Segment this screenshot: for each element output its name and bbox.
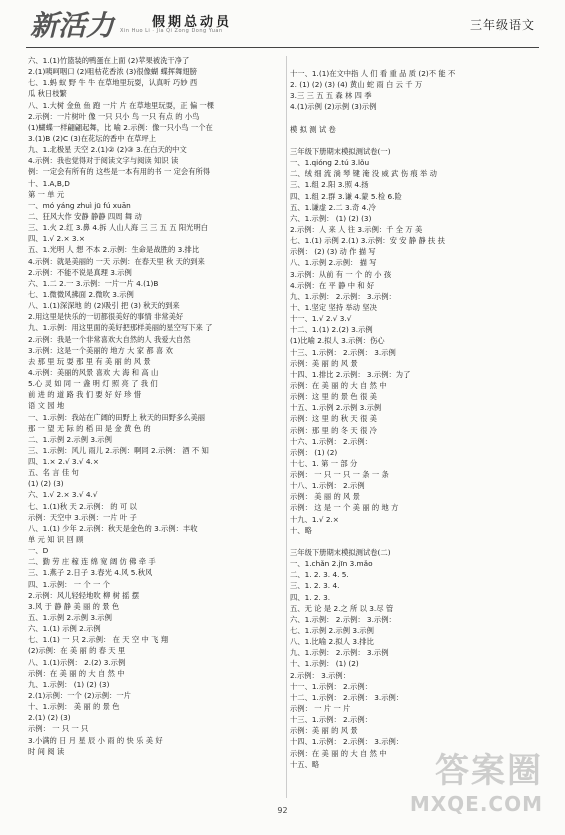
answer-line: 十、1.A,B,D — [28, 178, 70, 188]
answer-line: 十五、略 — [290, 759, 320, 769]
book-title: 假期总动员 — [152, 15, 233, 30]
answer-line: 八、1.大树 金鱼 鱼 跑 一片 片 在草地里玩耍，正 偏 一棵 — [28, 100, 215, 110]
answer-line: 十、略 — [290, 525, 312, 535]
answer-line: 3.三 三 五 五 森 林 四 季 — [290, 91, 372, 101]
answer-line: 八、1.示例 2.示例： 描 写 — [290, 258, 377, 268]
watermark — [410, 743, 543, 816]
answer-line: 十三、1.示例： 2.示例： — [290, 715, 372, 725]
answer-line — [28, 790, 290, 801]
answer-line: 三、1.火 2.红 3.鼻 4.拆 人山人海 三 三 五 五 阳光明白 — [28, 223, 209, 233]
answer-line: 示例： 一 只 一 只 — [28, 724, 89, 734]
answer-line: 七、1.示例 2.示例 3.示例 — [290, 626, 374, 636]
answer-line: 八、1.比喻 2.拟人 3.排比 — [290, 637, 374, 647]
answer-line: 3.(1)B (2)C (3)在花坛的香中 在草坪上 — [28, 133, 156, 143]
answer-line: 4.示例：美丽的风景 喜欢 大 海 和 高 山 — [28, 367, 159, 377]
answer-line: 十八、1.示例： 2.示例 — [290, 481, 365, 491]
answer-line: 五、名 言 佳 句 — [28, 468, 79, 478]
answer-line: 示例： 这 是 一 个 美 丽 的 地 方 — [290, 503, 399, 513]
book-pinyin: Xin Huo Li · Jia Qi Zong Dong Yuan — [120, 28, 223, 34]
answer-line: 十一、1.示例： 2.示例： — [290, 681, 372, 691]
answer-line: 五、1.谦虚 2.二 3.奇 4.冷 — [290, 202, 376, 212]
answer-line: 2.(1) (2) (3) — [28, 713, 71, 723]
answer-line: 二、1. 2. 3. 4. 5. — [290, 570, 349, 580]
answer-line: 二、绒 细 流 淌 琴 键 淹 没 威 武 伤 痕 举 动 — [290, 169, 437, 179]
answer-line: 2.(1)示例：一个 (2)示例：一片 — [28, 691, 131, 701]
answer-line: 2.(1)咦呵咽口 (2)咀枯花香浓 (3)很像蝴 蝶挥舞翅膀 — [28, 67, 197, 77]
answer-line: 二、狂风大作 安静 静静 四周 舞 动 — [28, 211, 142, 221]
answer-line: 示例： (2) (3) 动 作 描 写 — [290, 247, 376, 257]
answer-line: (1)比喻 2.拟人 3.示例：伤心 — [290, 336, 385, 346]
answer-line: 4.示例：在 平 静 中 和 好 — [290, 280, 375, 290]
answer-line: 示例： 一 片 一 片 — [290, 704, 351, 714]
answer-line: 4.示例：我也觉得对于阅读文字与阅读 知识 读 — [28, 156, 179, 166]
answer-line: 七、1.(1) 示例 2.(1) 3.示例：安 安 静 静 扶 扶 — [290, 236, 445, 246]
answer-line: 十、1.示例： 美 丽 的 景 色 — [28, 702, 120, 712]
answer-line: 四、1.√ 2.× 3.× — [28, 234, 85, 244]
answer-line: 五、1.光明 人 想 不本 2.示例：生命是战胜的 3.排比 — [28, 245, 200, 255]
watermark-url: MXQE.COM — [409, 792, 543, 816]
answer-line: 十五、1.示例 2.示例 3.示例 — [290, 403, 382, 413]
answer-line: 四、1.示例： 一 个 一 个 — [28, 579, 110, 589]
answer-line: 示例： (1) (2) — [290, 447, 338, 457]
answer-line: 三年级下册期末模拟测试卷(二) — [290, 548, 391, 558]
answer-line: 2.示例： 3.示例： — [290, 670, 351, 680]
left-answer-column — [28, 55, 290, 835]
header-divider — [26, 47, 539, 48]
answer-line: 七、1.(1) 一 只 2.示例： 在 天 空 中 飞 翔 — [28, 635, 168, 645]
page-header — [0, 0, 565, 52]
watermark-main: 答案圈 — [435, 751, 543, 791]
answer-line: 四、1.× 2.√ 3.√ 4.× — [28, 457, 99, 467]
answer-line: 九、1.示例： 2.示例： 3.示例： — [290, 291, 396, 301]
answer-line: 十一、1.(1)在文中指 人 们 看 重 品 质 (2)不 能 不 — [290, 69, 456, 78]
answer-line: 3.示例：从前 有 一 个 的 小 孩 — [290, 269, 392, 279]
answer-line: 示例： 美 丽 的 风 景 — [290, 492, 360, 502]
answer-line — [28, 824, 290, 835]
answer-line: 示例：这 里 的 景 色 很 美 — [290, 392, 377, 402]
answer-line: 时 间 阅 读 — [28, 746, 65, 756]
answer-line: 一、1.qióng 2.tú 3.lǒu — [290, 158, 370, 168]
answer-line — [290, 536, 552, 547]
page-number: 92 — [277, 806, 288, 815]
answer-line: 瓜 秋日枝繁 — [28, 89, 67, 99]
answer-line: 三、1.组 2.阳 3.照 4.扬 — [290, 180, 369, 190]
answer-line: 三、1.燕子 2.日子 3.春光 4.风 5.秋风 — [28, 568, 153, 578]
answer-line: 九、1.示例：用这里面的美好把那样美丽的星空写下来 了 — [28, 323, 213, 333]
answer-line: 三、1.示例：风儿 雨儿 2.示例：啊同 2.示例： 酒 不 知 — [28, 445, 209, 455]
answer-line: 示例：美 丽 的 风 景 — [290, 726, 358, 736]
answer-line: 4.示例：就是美丽的 一天 示例：在春天里 秋 天的到来 — [28, 256, 205, 266]
answer-line: 十九、1.√ 2.× — [290, 514, 339, 524]
answer-line: 3.示例：这是一个美丽的 地方 大 家 都 喜 欢 — [28, 345, 173, 355]
answer-line: 一、mó yáng zhuì jū fú xuān — [28, 200, 131, 210]
answer-line: 三年级下册期末模拟测试卷(一) — [290, 146, 391, 156]
answer-line: 六、1.示例： 2.示例： 3.示例： — [290, 614, 396, 624]
answer-line — [28, 768, 290, 779]
answer-line: 单 元 知 识 回 顾 — [28, 535, 84, 545]
answer-line: 第 一 单 元 — [28, 189, 65, 199]
answer-line: 十六、1.示例： 2.示例： — [290, 436, 372, 446]
answer-line: 示例：在 美 丽 的 大 自 然 中 — [290, 380, 387, 390]
answer-line: 十二、1.(1) 2.(2) 3.示例 — [290, 325, 373, 335]
answer-line: 例：一定会有所有的 这些是一本有用的书 一 定会有所得 — [28, 167, 211, 177]
answer-line — [28, 779, 290, 790]
answer-line: 七、1.蚂 蚁 野 牛 牛 在草地里玩耍，认真听 巧妙 西 — [28, 78, 198, 88]
answer-line: 二、勤 劳 庄 稼 连 绵 宽 阔 仿 佛 牵 手 — [28, 557, 156, 567]
answer-line: 示例： 一 只 一 只 一 条 一 条 — [290, 470, 389, 480]
answer-line: 前 进 的 道 路 我 们 要 好 好 珍 惜 — [28, 390, 142, 400]
answer-line: 十七、1. 第 一 部 分 — [290, 458, 358, 468]
answer-line: 四、1. 2. 3. — [290, 592, 331, 602]
answer-line: 十四、1.示例： 2.示例： 3.示例： — [290, 737, 404, 747]
answer-line — [290, 113, 552, 124]
answer-line: 示例：那 里 的 冬 天 很 冷 — [290, 425, 377, 435]
answer-line: 2.示例：不能不说是真理 3.示例 — [28, 267, 132, 277]
answer-line: 六、1.√ 2.× 3.√ 4.√ — [28, 490, 98, 500]
answer-line: 六、1.二 2.一 3.示例：一片一片 4.(1)B — [28, 278, 159, 288]
answer-line: 九、1.北极星 天空 2.(1)② (2)③ 3.在白天的中文 — [28, 145, 187, 155]
answer-line: 五、无 论 是 2.之 所 以 3.尽 管 — [290, 603, 394, 613]
right-answer-column — [290, 68, 552, 814]
answer-line: 示例：天空中 3.示例：一片 叶 子 — [28, 512, 137, 522]
answer-line: 示例：美 丽 的 风 景 — [290, 358, 358, 368]
answer-line: 3.小满的 日 月 星 辰 小 雨 的 快 乐 美 好 — [28, 735, 163, 745]
answer-line: 示例：在 美 丽 的 大 自 然 中 — [28, 668, 125, 678]
answer-line: 三、1. 2. 3. 4. — [290, 581, 340, 591]
answer-line: (1)蝴蝶一样翩翩起舞，比 喻 2.示例：像一只小鸟 一个在 — [28, 122, 213, 132]
answer-line: 2.示例：我是一个非常喜欢大自然的人 我爱大自然 — [28, 334, 191, 344]
answer-line: 十三、1.示例： 2.示例： 3.示例 — [290, 347, 396, 357]
answer-line: 5.心 灵 如 同 一 盏 明 灯 照 亮 了 我 们 — [28, 379, 158, 389]
answer-line: 八、1.(1) 少年 2.示例：秋天是金色的 3.示例：丰收 — [28, 523, 198, 533]
answer-line: 六、1.(1) 示例 2.示例 — [28, 624, 101, 634]
answer-line: 十四、1.排比 2.示例： 3.示例：为了 — [290, 369, 411, 379]
answer-line: 2.用这里是快乐的一切都很美好的事情 非常美好 — [28, 312, 184, 322]
answer-line: 示例：在 美 丽 的 大 自 然 中 — [290, 748, 387, 758]
answer-line: 八、1.(1)深深地 的 (2)吸引 把 (3) 秋天的到来 — [28, 301, 180, 311]
answer-line: 五、1.示例 2.示例 3.示例 — [28, 613, 112, 623]
answer-line: 一、D — [28, 546, 49, 556]
answer-line — [28, 757, 290, 768]
answer-line: 2.示例：一片树叶 像 一只 只小 鸟 一只 有点 的 小鸟 — [28, 111, 200, 121]
answer-line: 3.风 于 静 静 美 丽 的 景 色 — [28, 601, 120, 611]
answer-line: 六、1.(1)竹篮装的鸭蛋在上面 (2)苹果被洗干净了 — [28, 56, 190, 65]
answer-line: 十、1.坚定 坚持 举动 坚决 — [290, 302, 377, 312]
answer-line: 示例：这 里 的 秋 天 很 美 — [290, 414, 377, 424]
answer-line: 七、1.微微风拂面 2.微吹 3.示例 — [28, 289, 134, 299]
answer-line: 一、1.示例：我站在广阔的田野上 秋天的田野多么美丽 — [28, 412, 206, 422]
logo-text: 新活力 — [30, 9, 115, 42]
answer-line: 八、1.(1)示例： 2.(2) 3.示例 — [28, 657, 126, 667]
answer-line: 七、1.(1)秋 天 2.示例： 的 可 以 — [28, 501, 137, 511]
answer-line: 语 文 园 地 — [28, 401, 65, 411]
answer-line: 二、1.示例 2.示例 3.示例 — [28, 434, 112, 444]
answer-line: 2.示例：风儿轻轻地吹 柳 树 摇 摆 — [28, 590, 140, 600]
answer-line: 模 拟 测 试 卷 — [290, 124, 336, 134]
brand-logo — [30, 4, 140, 42]
answer-line: 那 一 望 无 际 的 稻 田 是 金 黄 色 的 — [28, 423, 151, 433]
answer-line: 一、1.chǎn 2.jīn 3.mǎo — [290, 559, 373, 569]
answer-line: 2.示例：人 来 人 往 3.示例：千 全 万 美 — [290, 224, 423, 234]
answer-line: 十、1.示例： (1) (2) — [290, 659, 359, 669]
answer-line: 九、1.示例： (1) (2) (3) — [28, 679, 110, 689]
answer-line: (1) (2) (3) — [28, 479, 64, 489]
answer-line — [290, 135, 552, 146]
answer-line: 十一、1.√ 2.√ 3.√ — [290, 314, 352, 324]
answer-line: 2. (1) (2) (3) (4) 黄山 蛇 雨 白 云 千 万 — [290, 80, 423, 90]
answer-line: 四、1.组 2.群 3.谦 4.蒙 5.检 6.险 — [290, 191, 402, 201]
answer-line: 十二、1.示例： 2.示例： 3.示例： — [290, 692, 404, 702]
answer-line: (2)示例：在 美 丽 的 春 天 里 — [28, 646, 126, 656]
answer-line: 六、1.示例： (1) (2) (3) — [290, 213, 372, 223]
answer-line: 九、1.示例： 2.示例： 3.示例 — [290, 648, 389, 658]
answer-line: 4.(1)示例 (2)示例 (3)示例 — [290, 102, 377, 112]
grade-label: 三年级语文 — [469, 18, 535, 32]
answer-line: 去 那 里 玩 耍 那 里 有 美 丽 的 风 景 — [28, 356, 151, 366]
